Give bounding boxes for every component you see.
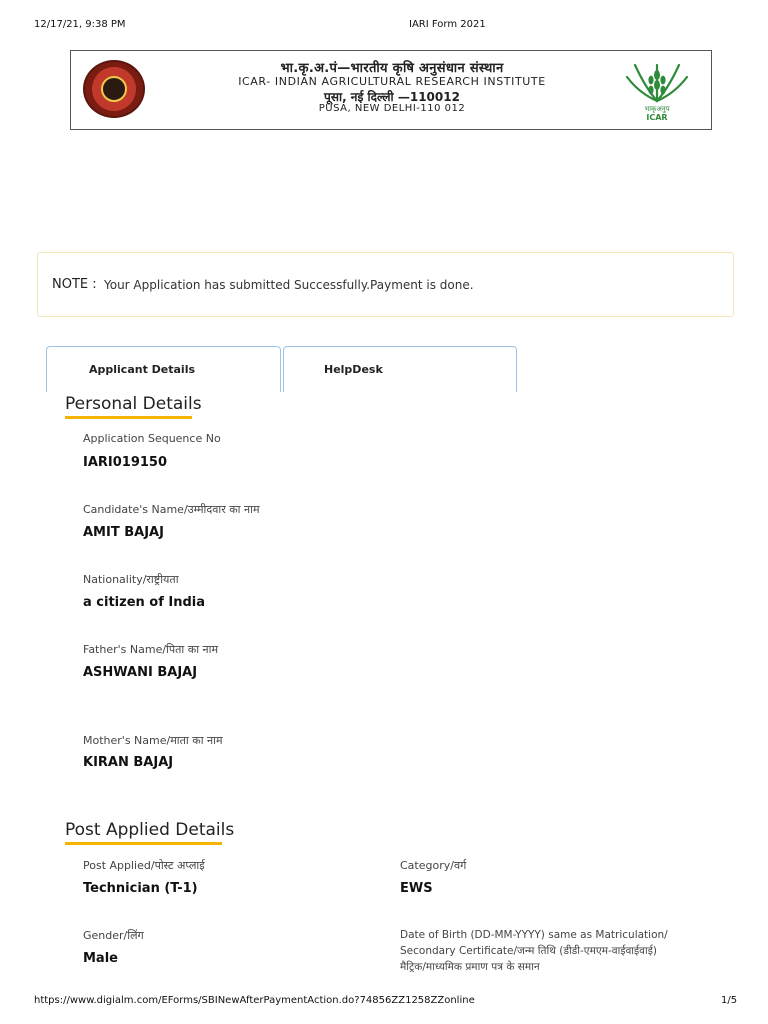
dob-label-line3: मैट्रिक/माध्यमिक प्रमाण पत्र के समान: [400, 961, 540, 973]
post-applied-underline: [65, 842, 222, 845]
note-message: Your Application has submitted Successfully.Payment is done.: [104, 278, 474, 292]
post-applied-label: Post Applied/पोस्ट अप्लाई: [83, 859, 205, 872]
candidate-name-value: AMIT BAJAJ: [83, 525, 164, 540]
banner-hindi-title: भा.कृ.अ.पं—भारतीय कृषि अनुसंधान संस्थान: [280, 61, 504, 76]
icar-logo-caption-hindi: भाकृअनुप: [644, 105, 670, 113]
tab-helpdesk-label: HelpDesk: [324, 363, 383, 376]
category-label: Category/वर्ग: [400, 859, 467, 872]
note-label: NOTE :: [52, 277, 97, 292]
icar-logo-icon: [623, 57, 691, 123]
banner-english-address: PUSA, NEW DELHI-110 012: [318, 103, 466, 114]
father-name-label: Father's Name/पिता का नाम: [83, 643, 219, 656]
gender-value: Male: [83, 951, 118, 966]
banner-english-title: ICAR- INDIAN AGRICULTURAL RESEARCH INSTITUTE: [238, 75, 546, 88]
footer-url: https://www.digialm.com/EForms/SBINewAfterPaymentAction.do?74856ZZ1258ZZonline: [34, 995, 475, 1006]
print-doc-title: IARI Form 2021: [409, 19, 486, 30]
dob-label: [400, 927, 700, 975]
candidate-name-label: Candidate's Name/उम्मीदवार का नाम: [83, 503, 260, 516]
nationality-label: Nationality/राष्ट्रीयता: [83, 573, 179, 586]
tab-helpdesk[interactable]: [283, 346, 517, 392]
personal-details-underline: [65, 416, 192, 419]
institute-banner: [70, 50, 712, 130]
tab-applicant-details[interactable]: [46, 346, 281, 392]
category-value: EWS: [400, 881, 433, 896]
dob-label-line2: Secondary Certificate/जन्म तिथि (डीडी-एमएम-वाईवाईवाई): [400, 945, 657, 957]
post-applied-value: Technician (T-1): [83, 881, 198, 896]
nationality-value: a citizen of India: [83, 595, 206, 610]
gender-label: Gender/लिंग: [83, 929, 144, 942]
print-datetime: 12/17/21, 9:38 PM: [34, 19, 126, 30]
personal-details-title: Personal Details: [65, 394, 202, 414]
post-applied-title: Post Applied Details: [65, 820, 235, 840]
banner-hindi-address: पूसा, नई दिल्ली —110012: [324, 90, 460, 104]
application-sequence-value: IARI019150: [83, 455, 168, 470]
tab-applicant-details-label: Applicant Details: [89, 363, 196, 376]
footer-page-number: 1/5: [721, 995, 738, 1006]
success-note: [37, 252, 734, 317]
application-sequence-label: Application Sequence No: [83, 432, 221, 445]
dob-label-line1: Date of Birth (DD-MM-YYYY) same as Matriculation/: [400, 929, 668, 941]
father-name-value: ASHWANI BAJAJ: [83, 665, 198, 680]
mother-name-value: KIRAN BAJAJ: [83, 755, 174, 770]
icar-logo-caption: ICAR: [646, 113, 668, 122]
mother-name-label: Mother's Name/माता का नाम: [83, 734, 223, 747]
